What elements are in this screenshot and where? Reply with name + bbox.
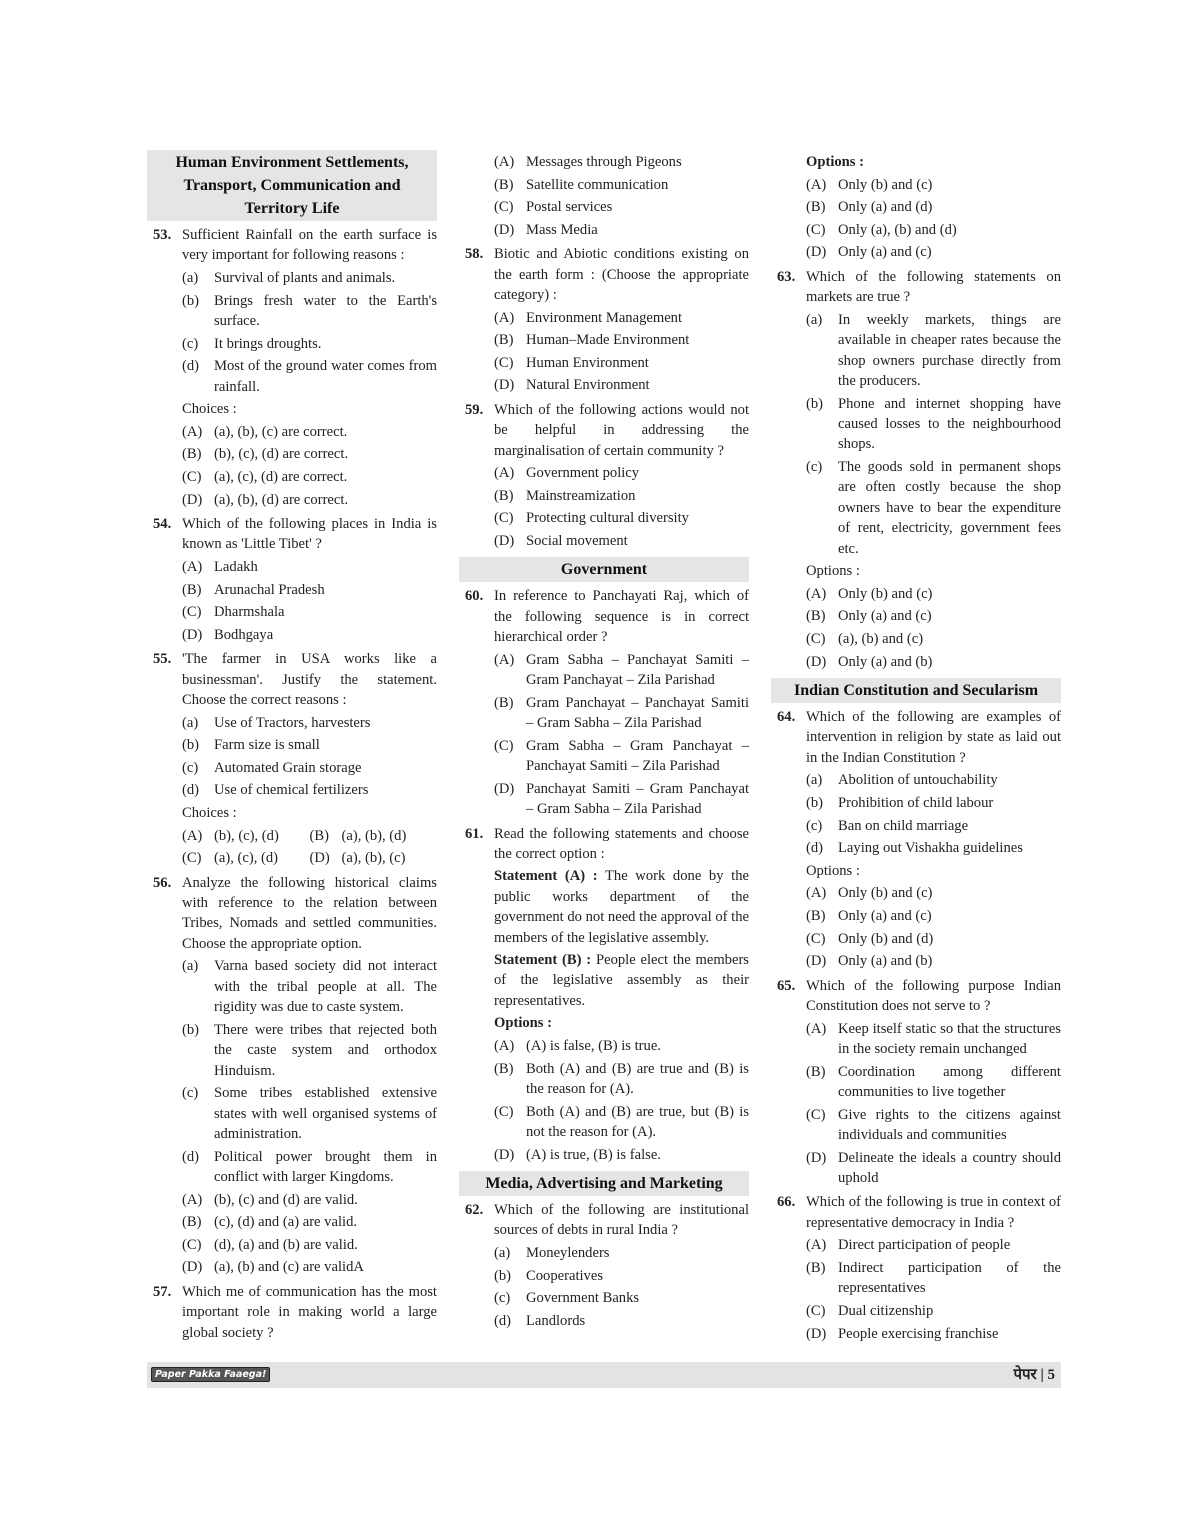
question-61 — [459, 824, 749, 1165]
question-59 — [459, 400, 749, 552]
column-1 — [147, 150, 437, 1343]
question-number: 64. — [777, 709, 796, 725]
sub-item: (b) Prohibition of child labour — [806, 795, 994, 811]
question-63 — [771, 267, 1061, 672]
section-heading: Human Environment Settlements, Transport, Communication and Territory Life — [147, 150, 437, 221]
answer-option: (B) Coordination among different communities to live together — [806, 1063, 1061, 1100]
column-3 — [771, 150, 1061, 1344]
answer-option: (D) Only (a) and (b) — [806, 953, 933, 970]
sub-item: (c) It brings droughts. — [182, 335, 322, 352]
sub-item: (d) Use of chemical fertilizers — [182, 782, 369, 799]
answer-option: (B) Both (A) and (B) are true and (B) is the reason for (A). — [494, 1060, 749, 1098]
sub-item: (d) Laying out Vishakha guidelines — [806, 840, 1023, 857]
column-2 — [459, 150, 749, 1331]
question-number: 57. — [153, 1283, 172, 1300]
answer-option: (A) Keep itself static so that the structures in the society remain unchanged — [806, 1020, 1061, 1057]
question-65 — [771, 976, 1061, 1189]
question-number: 65. — [777, 977, 796, 994]
question-55 — [147, 649, 437, 868]
answer-option: (B) (a), (b), (d) — [309, 827, 407, 844]
question-number: 59. — [465, 401, 484, 418]
options-label: Options : — [806, 154, 864, 170]
answer-option: (A) Gram Sabha – Panchayat Samiti – Gram Panchayat – Zila Parishad — [494, 651, 749, 689]
sub-item: (b) Phone and internet shopping have caused losses to the neighbourhood shops. — [806, 395, 1061, 453]
page-number: पेपर | 5 — [1013, 1367, 1055, 1383]
question-53 — [147, 225, 437, 510]
question-text: Which of the following purpose Indian Constitution does not serve to ? — [806, 977, 1061, 1014]
answer-option: (C) Only (a), (b) and (d) — [806, 221, 957, 238]
sub-item: (a) Use of Tractors, harvesters — [182, 714, 371, 731]
sub-item: (a) Abolition of untouchability — [806, 772, 998, 789]
sub-item: (b) Cooperatives — [494, 1267, 604, 1284]
answer-option: (C) Postal services — [494, 199, 613, 216]
answer-option: (A) Only (b) and (c) — [806, 885, 933, 902]
question-56 — [147, 873, 437, 1278]
question-57-options — [459, 152, 749, 240]
answer-option: (C) (a), (c), (d) — [182, 850, 279, 867]
answer-option: (A) Ladakh — [182, 558, 258, 575]
answer-option: (B) Only (a) and (d) — [806, 199, 933, 216]
answer-option: (C) Gram Sabha – Gram Panchayat – Panchayat Samiti – Zila Parishad — [494, 737, 749, 775]
section-heading: Indian Constitution and Secularism — [771, 678, 1061, 703]
question-text: Analyze the following historical claims with reference to the relation between Tribes, Nomads and settled communities. Choose the appropriate option. — [182, 874, 437, 952]
sub-item: (d) Most of the ground water comes from rainfall. — [182, 358, 437, 395]
answer-option: (D) Only (a) and (c) — [806, 244, 932, 261]
question-number: 61. — [465, 825, 484, 842]
options-label: Options : — [806, 563, 860, 580]
question-number: 55. — [153, 651, 172, 668]
answer-option: (C) (a), (b) and (c) — [806, 631, 924, 647]
question-number: 53. — [153, 227, 172, 243]
options-label: Options : — [806, 862, 860, 879]
sub-item: (c) Ban on child marriage — [806, 817, 969, 834]
answer-option: (B) Mainstreamization — [494, 487, 636, 504]
answer-option: (C) (a), (c), (d) are correct. — [182, 468, 348, 485]
question-57 — [147, 1282, 437, 1343]
answer-option: (D) Delineate the ideals a country should uphold — [806, 1149, 1061, 1186]
question-number: 58. — [465, 246, 484, 263]
statement-b: Statement (B) : People elect the members of the legislative assembly as their representatives. — [494, 952, 749, 1009]
answer-option: (D) Panchayat Samiti – Gram Panchayat – Gram Sabha – Zila Parishad — [494, 780, 749, 818]
question-text: Which me of communication has the most important role in making world a large global society ? — [182, 1283, 437, 1341]
answer-option: (A) (A) is false, (B) is true. — [494, 1038, 661, 1055]
question-58 — [459, 244, 749, 396]
sub-item: (d) Political power brought them in conflict with larger Kingdoms. — [182, 1148, 437, 1185]
question-text: Biotic and Abiotic conditions existing on the earth form : (Choose the appropriate category) : — [494, 246, 749, 303]
question-number: 66. — [777, 1194, 796, 1211]
sub-item: (a) Varna based society did not interact with the tribal people at all. The rigidity was due to caste system. — [182, 958, 437, 1016]
question-text: Which of the following actions would not be helpful in addressing the marginalisation of certain community ? — [494, 401, 749, 459]
question-66 — [771, 1192, 1061, 1344]
answer-option: (D) (a), (b) and (c) are validA — [182, 1259, 364, 1276]
answer-option: (C) Protecting cultural diversity — [494, 510, 689, 527]
answer-option: (C) Only (b) and (d) — [806, 930, 934, 947]
answer-option: (B) (b), (c), (d) are correct. — [182, 446, 349, 463]
sub-item: (a) Moneylenders — [494, 1245, 610, 1262]
question-text: Which of the following statements on markets are true ? — [806, 268, 1061, 306]
answer-option: (D) Social movement — [494, 532, 628, 549]
answer-option: (B) Satellite communication — [494, 176, 669, 193]
answer-option: (B) Only (a) and (c) — [806, 608, 932, 625]
sub-item: (b) There were tribes that rejected both the caste system and orthodox Hinduism. — [182, 1021, 437, 1079]
answer-option: (D) Only (a) and (b) — [806, 653, 933, 670]
answer-option: (C) Dharmshala — [182, 604, 285, 621]
sub-item: (c) Government Banks — [494, 1290, 640, 1307]
question-62 — [459, 1200, 749, 1331]
answer-option: (A) Government policy — [494, 465, 640, 482]
sub-item: (c) Automated Grain storage — [182, 759, 362, 776]
answer-option: (D) (a), (b), (c) — [309, 850, 406, 867]
answer-option: (A) (a), (b), (c) are correct. — [182, 423, 348, 440]
sub-item: (a) In weekly markets, things are available in cheaper rates because the shop owners purchase directly from the producers. — [806, 311, 1061, 389]
sub-item: (d) Landlords — [494, 1312, 586, 1329]
answer-option: (C) Human Environment — [494, 354, 649, 371]
answer-option: (B) Human–Made Environment — [494, 332, 690, 349]
answer-option: (A) Only (b) and (c) — [806, 176, 933, 193]
question-text: In reference to Panchayati Raj, which of the following sequence is in correct hierarchical order ? — [494, 588, 749, 646]
answer-option: (C) Both (A) and (B) are true, but (B) is not the reason for (A). — [494, 1103, 749, 1141]
question-text: Read the following statements and choose the correct option : — [494, 825, 749, 862]
answer-option: (D) (A) is true, (B) is false. — [494, 1146, 661, 1163]
choices-label: Choices : — [182, 401, 237, 418]
sub-item: (c) The goods sold in permanent shops are often costly because the shop owners have to bear the expenditure of rent, electricity, government fees etc. — [806, 459, 1061, 557]
answer-option: (B) Arunachal Pradesh — [182, 581, 325, 598]
page-footer — [147, 1362, 1061, 1388]
answer-option: (D) Mass Media — [494, 221, 598, 238]
section-heading: Government — [459, 557, 749, 582]
sub-item: (c) Some tribes established extensive states with well organised systems of administration. — [182, 1085, 437, 1142]
question-text: 'The farmer in USA works like a businessman'. Justify the statement. Choose the correct reasons : — [182, 651, 437, 708]
sub-item: (b) Farm size is small — [182, 737, 320, 754]
answer-option: (A) Only (b) and (c) — [806, 585, 933, 602]
answer-option: (A) Direct participation of people — [806, 1237, 1011, 1254]
question-62-options — [771, 152, 1061, 263]
question-text: Which of the following places in India is known as 'Little Tibet' ? — [182, 515, 437, 553]
question-number: 63. — [777, 268, 796, 285]
publisher-logo: Paper Pakka Faaega! — [151, 1367, 270, 1382]
answer-row — [182, 826, 437, 846]
answer-option: (B) Indirect participation of the representatives — [806, 1259, 1061, 1297]
question-text: Sufficient Rainfall on the earth surface is very important for following reasons : — [182, 227, 437, 264]
question-number: 62. — [465, 1202, 484, 1219]
answer-option: (B) Only (a) and (c) — [806, 907, 932, 924]
answer-option: (A) (b), (c), (d) — [182, 827, 279, 844]
options-label: Options : — [494, 1015, 552, 1032]
answer-option: (A) Messages through Pigeons — [494, 154, 682, 170]
question-60 — [459, 586, 749, 819]
answer-option: (C) Give rights to the citizens against individuals and communities — [806, 1106, 1061, 1143]
answer-option: (D) (a), (b), (d) are correct. — [182, 491, 349, 508]
answer-option: (B) Gram Panchayat – Panchayat Samiti – Gram Sabha – Zila Parishad — [494, 694, 749, 732]
sub-item: (a) Survival of plants and animals. — [182, 270, 396, 286]
statement-a: Statement (A) : The work done by the public works department of the government do not need the approval of the members of the legislative assembly. — [494, 868, 749, 946]
answer-option: (C) Dual citizenship — [806, 1302, 934, 1319]
question-text: Which of the following are institutional sources of debts in rural India ? — [494, 1202, 749, 1239]
answer-row — [182, 848, 437, 868]
question-text: Which of the following is true in context of representative democracy in India ? — [806, 1194, 1061, 1231]
question-64 — [771, 707, 1061, 972]
question-number: 56. — [153, 874, 172, 891]
section-heading: Media, Advertising and Marketing — [459, 1171, 749, 1196]
sub-item: (b) Brings fresh water to the Earth's surface. — [182, 292, 437, 329]
choices-label: Choices : — [182, 804, 237, 821]
question-54 — [147, 514, 437, 645]
question-number: 54. — [153, 515, 172, 532]
answer-option: (D) People exercising franchise — [806, 1325, 999, 1342]
answer-option: (D) Natural Environment — [494, 377, 650, 394]
answer-option: (A) (b), (c) and (d) are valid. — [182, 1191, 358, 1208]
answer-option: (B) (c), (d) and (a) are valid. — [182, 1214, 358, 1231]
answer-option: (C) (d), (a) and (b) are valid. — [182, 1236, 358, 1253]
answer-option: (D) Bodhgaya — [182, 626, 274, 643]
question-number: 60. — [465, 588, 484, 605]
answer-option: (A) Environment Management — [494, 309, 683, 326]
question-text: Which of the following are examples of intervention in religion by state as laid out in the Indian Constitution ? — [806, 709, 1061, 766]
